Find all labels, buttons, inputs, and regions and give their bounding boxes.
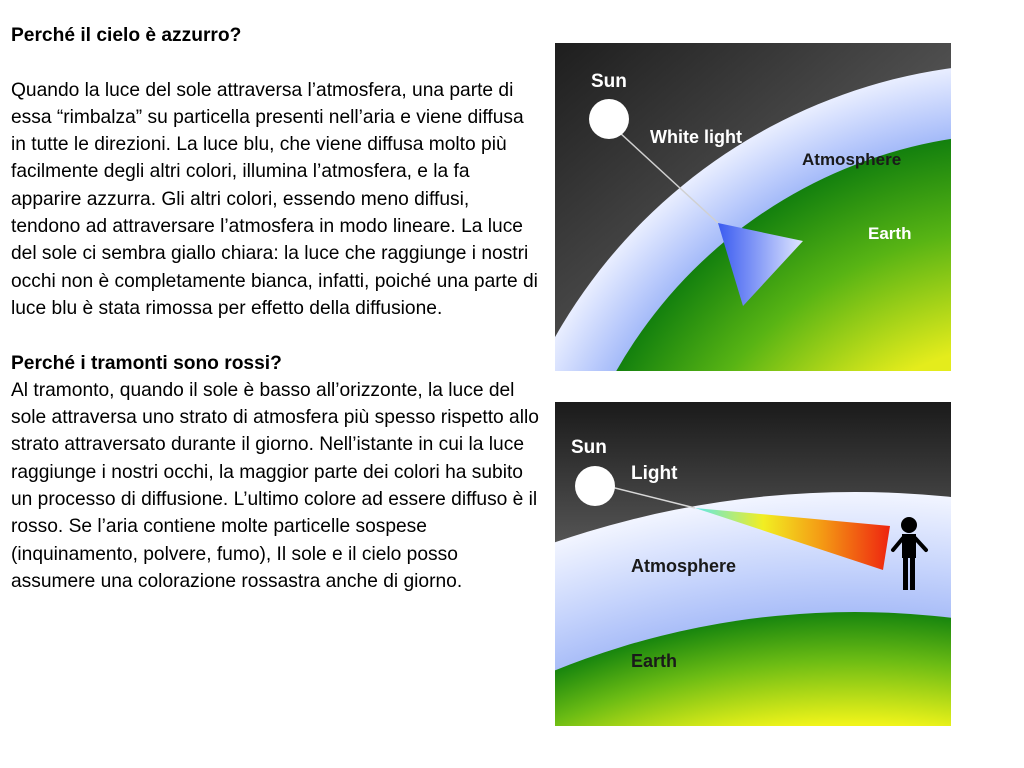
earth-label: Earth	[868, 224, 912, 243]
text-column	[11, 22, 541, 595]
sun-label: Sun	[591, 71, 627, 92]
sun-icon	[589, 99, 629, 139]
light-label: Light	[631, 463, 678, 484]
sun-label: Sun	[571, 437, 607, 458]
daytime-scattering-diagram	[555, 43, 951, 371]
earth-label: Earth	[631, 651, 678, 671]
section-body-red-sunset: Al tramonto, quando il sole è basso all’orizzonte, la luce del sole attraversa uno strato di atmosfera più spesso rispetto allo strato attraversato durante il giorno. Nell’istante in cui la luce raggiunge i nostri occhi, la maggior parte dei colori ha subito un processo di diffusione. L’ultimo colore ad essere diffuso è il rosso. Se l’aria contiene molte particelle sospese (inquinamento, polvere, fumo), Il sole e il cielo posso assumere una colorazione rossastra anche di giorno.	[11, 379, 539, 592]
section-title-blue-sky: Perché il cielo è azzurro?	[11, 25, 242, 46]
light-label: White light	[650, 127, 742, 147]
atmosphere-label: Atmosphere	[802, 150, 902, 169]
spacer	[11, 322, 541, 349]
sunset-scattering-diagram	[555, 402, 951, 726]
atmosphere-label: Atmosphere	[631, 556, 737, 576]
sun-icon	[575, 466, 615, 506]
spacer	[11, 49, 541, 76]
section-title-red-sunset: Perché i tramonti sono rossi?	[11, 352, 282, 374]
section-body-blue-sky: Quando la luce del sole attraversa l’atmosfera, una parte di essa “rimbalza” su particella presenti nell’aria e viene diffusa in tutte le direzioni. La luce blu, che viene diffusa molto più facilmente degli altri colori, illumina l’atmosfera, e la fa apparire azzurra. Gli altri colori, essendo meno diffusi, tendono ad attraversare l’atmosfera in modo lineare. La luce del sole ci sembra giallo chiara: la luce che raggiunge i nostri occhi non è completamente bianca, infatti, poiché una parte di luce blu è stata rimossa per effetto della diffusione.	[11, 79, 538, 319]
